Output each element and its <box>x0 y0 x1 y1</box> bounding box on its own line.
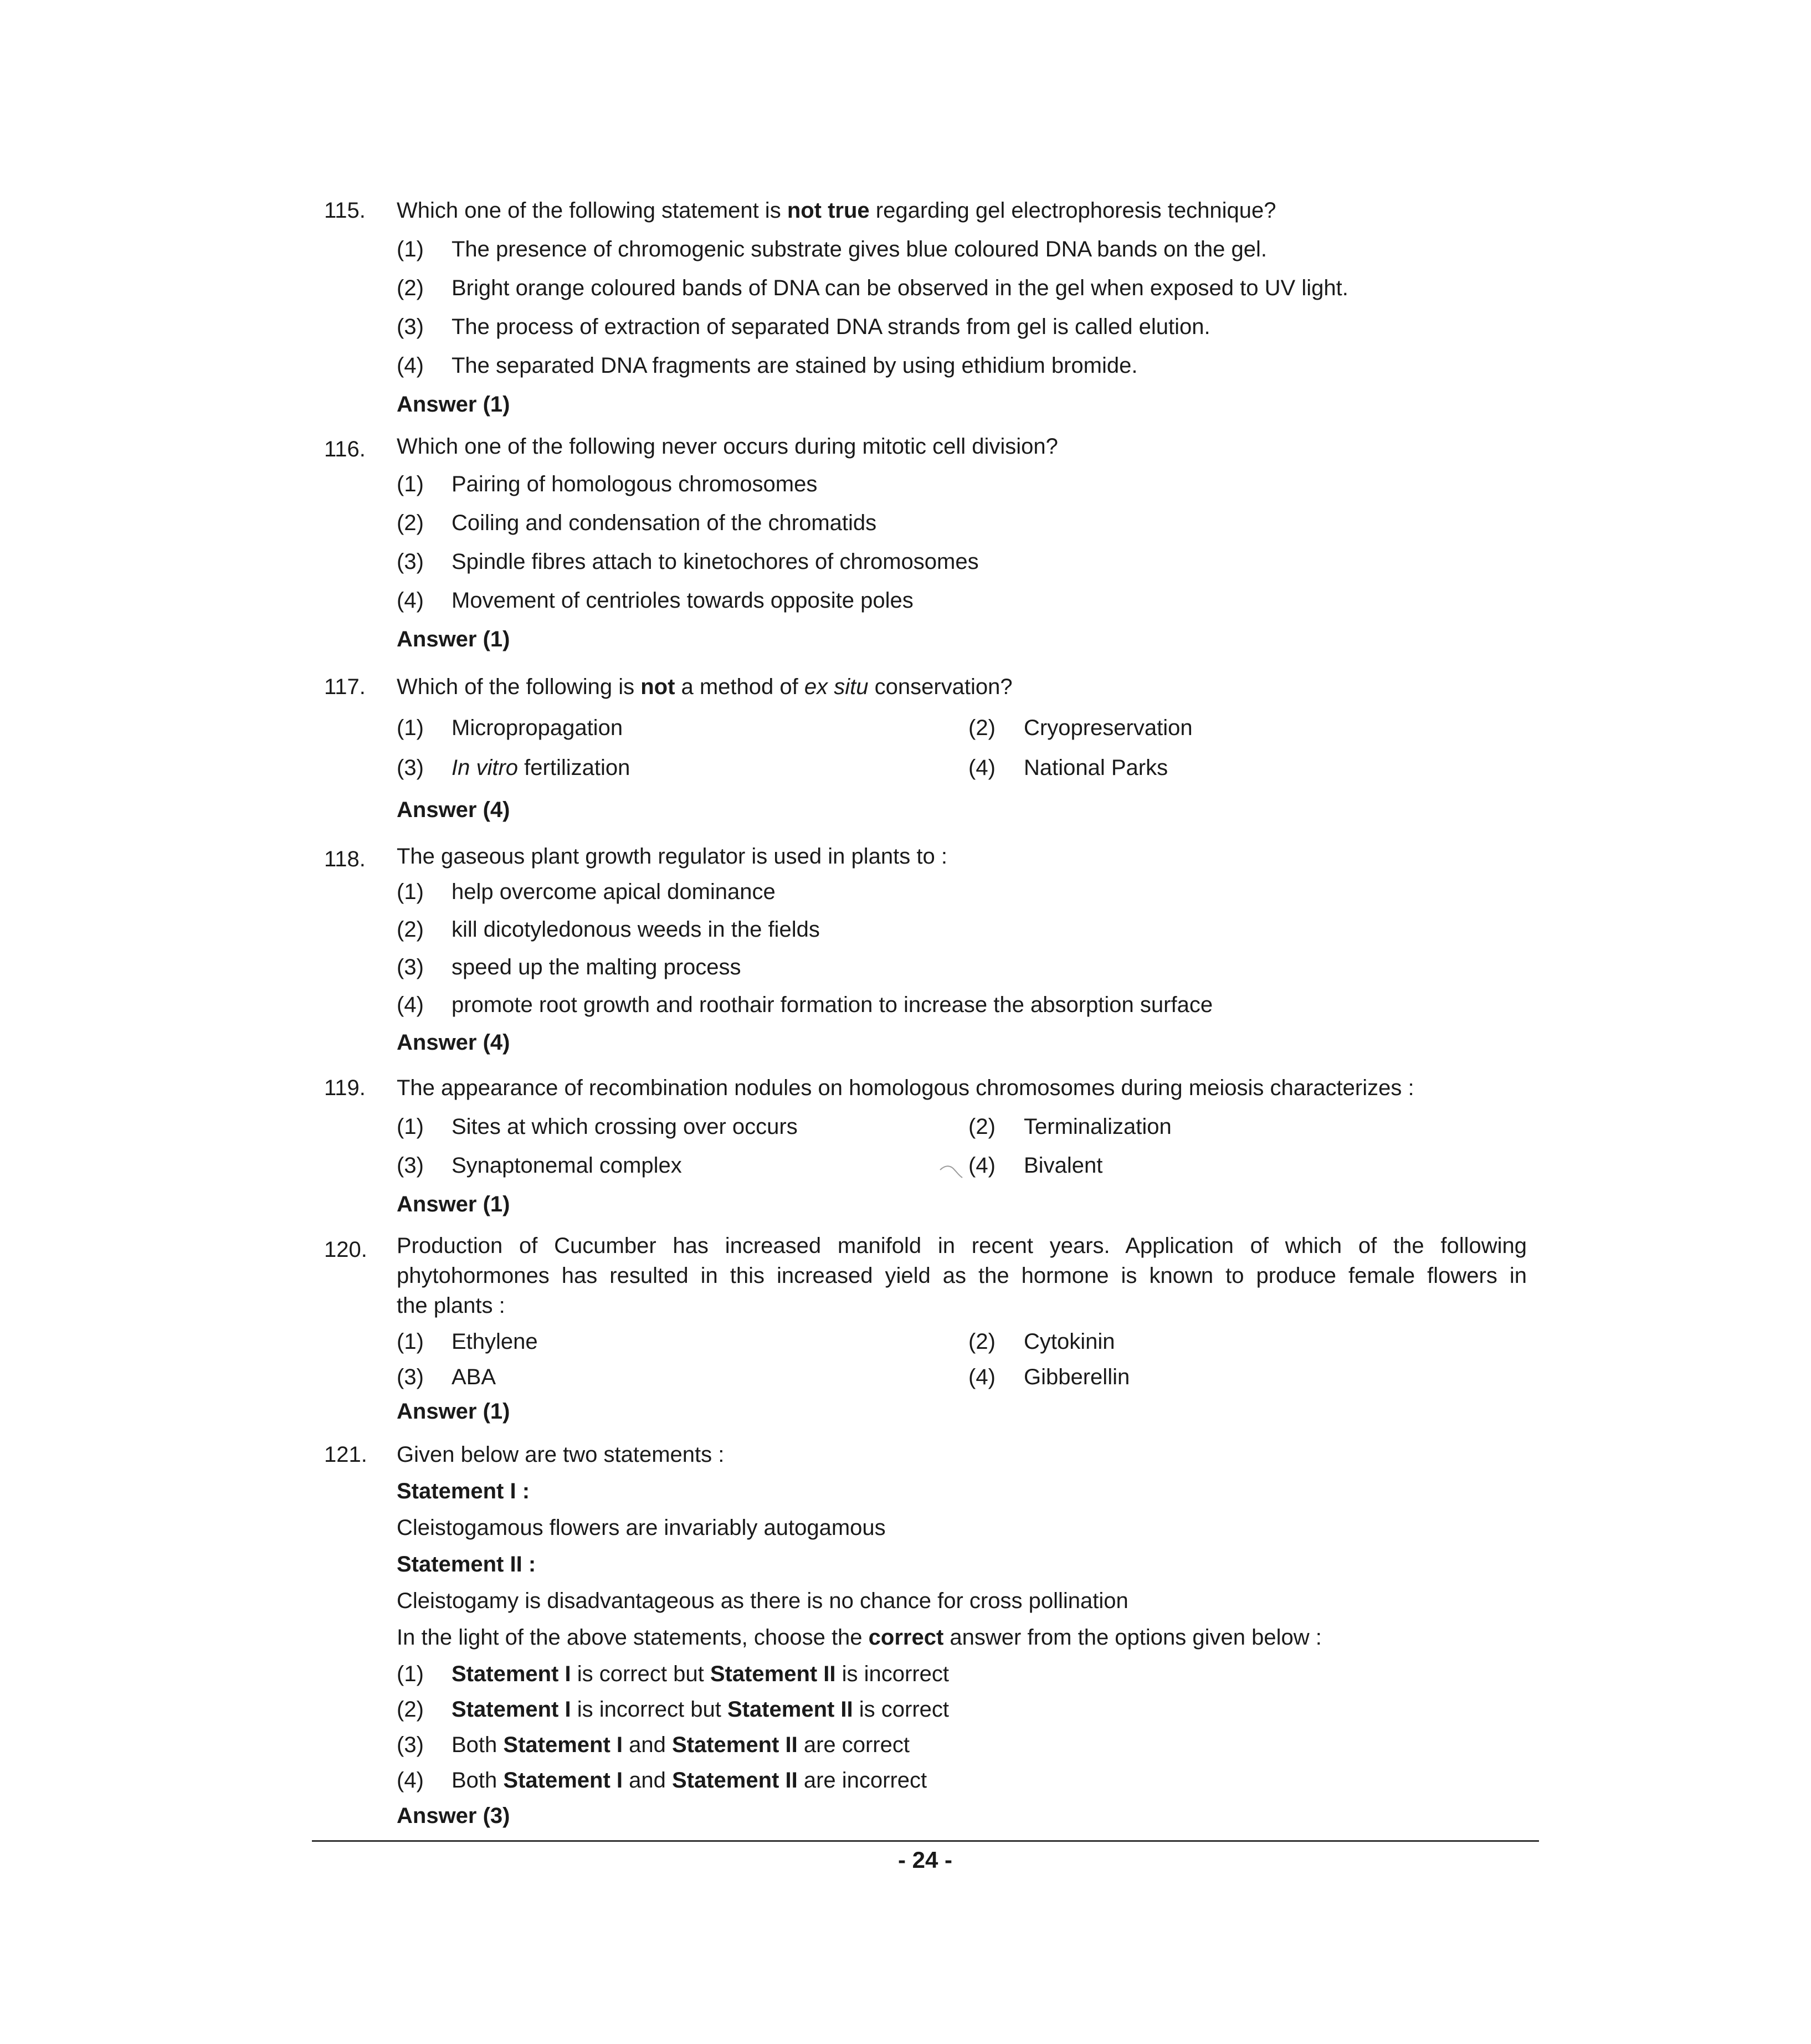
option-text: promote root growth and roothair formation to increase the absorption surface <box>452 993 1213 1017</box>
footer-divider <box>312 1840 1539 1842</box>
question-stem: Which of the following is not a method of ex situ conservation? <box>397 675 1013 699</box>
question-number: 116. <box>324 437 366 461</box>
question-stem: Which one of the following never occurs during mitotic cell division? <box>397 434 1058 459</box>
option-text: National Parks <box>1024 756 1168 780</box>
option-text: Synaptonemal complex <box>452 1153 682 1178</box>
answer-label: Answer (1) <box>397 1399 510 1424</box>
answer-label: Answer (3) <box>397 1804 510 1828</box>
option-label: (4) <box>397 1768 424 1793</box>
option-text: The presence of chromogenic substrate gives blue coloured DNA bands on the gel. <box>452 237 1267 261</box>
emphasis-text: not <box>640 675 675 699</box>
option-label: (2) <box>968 1329 996 1354</box>
answer-label: Answer (1) <box>397 627 510 651</box>
option-label: (4) <box>968 756 996 780</box>
emphasis-text: not true <box>787 198 870 223</box>
option-label: (2) <box>968 1115 996 1139</box>
option-text: Gibberellin <box>1024 1365 1130 1389</box>
option-label: (3) <box>397 315 424 339</box>
option-text: Terminalization <box>1024 1115 1172 1139</box>
option-text: Spindle fibres attach to kinetochores of chromosomes <box>452 549 979 574</box>
option-text: Coiling and condensation of the chromatids <box>452 511 877 535</box>
option-label: (3) <box>397 756 424 780</box>
statement-heading: Statement II : <box>397 1552 536 1576</box>
question-stem-line: the plants : <box>397 1293 505 1318</box>
option-text: Both Statement I and Statement II are correct <box>452 1733 910 1757</box>
option-label: (1) <box>397 880 424 904</box>
option-text: Pairing of homologous chromosomes <box>452 472 818 496</box>
option-text: Micropropagation <box>452 716 623 740</box>
statement-heading: Statement I : <box>397 1479 530 1503</box>
question-number: 115. <box>324 198 366 223</box>
answer-label: Answer (1) <box>397 392 510 417</box>
option-text: The process of extraction of separated DNA strands from gel is called elution. <box>452 315 1210 339</box>
answer-label: Answer (4) <box>397 798 510 822</box>
question-number: 121. <box>324 1442 367 1467</box>
statement-text: Cleistogamy is disadvantageous as there is no chance for cross pollination <box>397 1589 1128 1613</box>
option-label: (2) <box>968 716 996 740</box>
option-text: Sites at which crossing over occurs <box>452 1115 798 1139</box>
option-text: Bivalent <box>1024 1153 1103 1178</box>
option-label: (4) <box>397 993 424 1017</box>
option-label: (4) <box>397 588 424 613</box>
option-text: ABA <box>452 1365 496 1389</box>
option-label: (3) <box>397 955 424 979</box>
option-text: The separated DNA fragments are stained by using ethidium bromide. <box>452 353 1138 378</box>
italic-term: In vitro <box>452 756 519 780</box>
question-number: 117. <box>324 675 366 699</box>
option-label: (1) <box>397 472 424 496</box>
option-text: Both Statement I and Statement II are incorrect <box>452 1768 927 1793</box>
page-number: - 24 - <box>897 1847 953 1873</box>
question-stem: The gaseous plant growth regulator is used in plants to : <box>397 844 947 869</box>
question-stem-line: phytohormones has resulted in this increased yield as the hormone is known to produce female flowers in <box>397 1264 1527 1288</box>
option-label: (4) <box>968 1153 996 1178</box>
option-text: kill dicotyledonous weeds in the fields <box>452 917 820 942</box>
option-text: Movement of centrioles towards opposite poles <box>452 588 914 613</box>
option-label: (1) <box>397 1662 424 1686</box>
option-label: (3) <box>397 1733 424 1757</box>
question-number: 118. <box>324 847 366 871</box>
option-label: (1) <box>397 1329 424 1354</box>
question-stem: The appearance of recombination nodules on homologous chromosomes during meiosis characterizes : <box>397 1076 1414 1100</box>
question-stem: Which one of the following statement is not true regarding gel electrophoresis technique? <box>397 198 1276 223</box>
option-label: (2) <box>397 917 424 942</box>
option-text: Statement I is incorrect but Statement II is correct <box>452 1697 950 1722</box>
option-text: speed up the malting process <box>452 955 741 979</box>
option-label: (3) <box>397 1365 424 1389</box>
statement-text: Cleistogamous flowers are invariably autogamous <box>397 1516 886 1540</box>
question-number: 119. <box>324 1076 366 1100</box>
option-label: (1) <box>397 1115 424 1139</box>
option-text: Bright orange coloured bands of DNA can be observed in the gel when exposed to UV light. <box>452 276 1348 300</box>
option-text: Cryopreservation <box>1024 716 1193 740</box>
answer-label: Answer (4) <box>397 1030 510 1055</box>
pencil-mark-icon <box>939 1162 963 1179</box>
instruction-text: In the light of the above statements, choose the correct answer from the options given below : <box>397 1625 1322 1650</box>
option-text: Cytokinin <box>1024 1329 1115 1354</box>
option-text: Statement I is correct but Statement II is incorrect <box>452 1662 950 1686</box>
option-label: (4) <box>968 1365 996 1389</box>
option-text: In vitro fertilization <box>452 756 630 780</box>
option-text: help overcome apical dominance <box>452 880 776 904</box>
option-label: (1) <box>397 237 424 261</box>
option-label: (3) <box>397 549 424 574</box>
option-label: (3) <box>397 1153 424 1178</box>
option-label: (2) <box>397 276 424 300</box>
option-text: Ethylene <box>452 1329 538 1354</box>
option-label: (2) <box>397 511 424 535</box>
question-stem: Given below are two statements : <box>397 1442 725 1467</box>
answer-label: Answer (1) <box>397 1192 510 1216</box>
question-number: 120. <box>324 1237 367 1262</box>
question-stem-line: Production of Cucumber has increased manifold in recent years. Application of which of the following <box>397 1234 1527 1258</box>
emphasis-text: correct <box>868 1625 944 1650</box>
option-label: (2) <box>397 1697 424 1722</box>
option-label: (4) <box>397 353 424 378</box>
option-label: (1) <box>397 716 424 740</box>
italic-term: ex situ <box>804 675 869 699</box>
